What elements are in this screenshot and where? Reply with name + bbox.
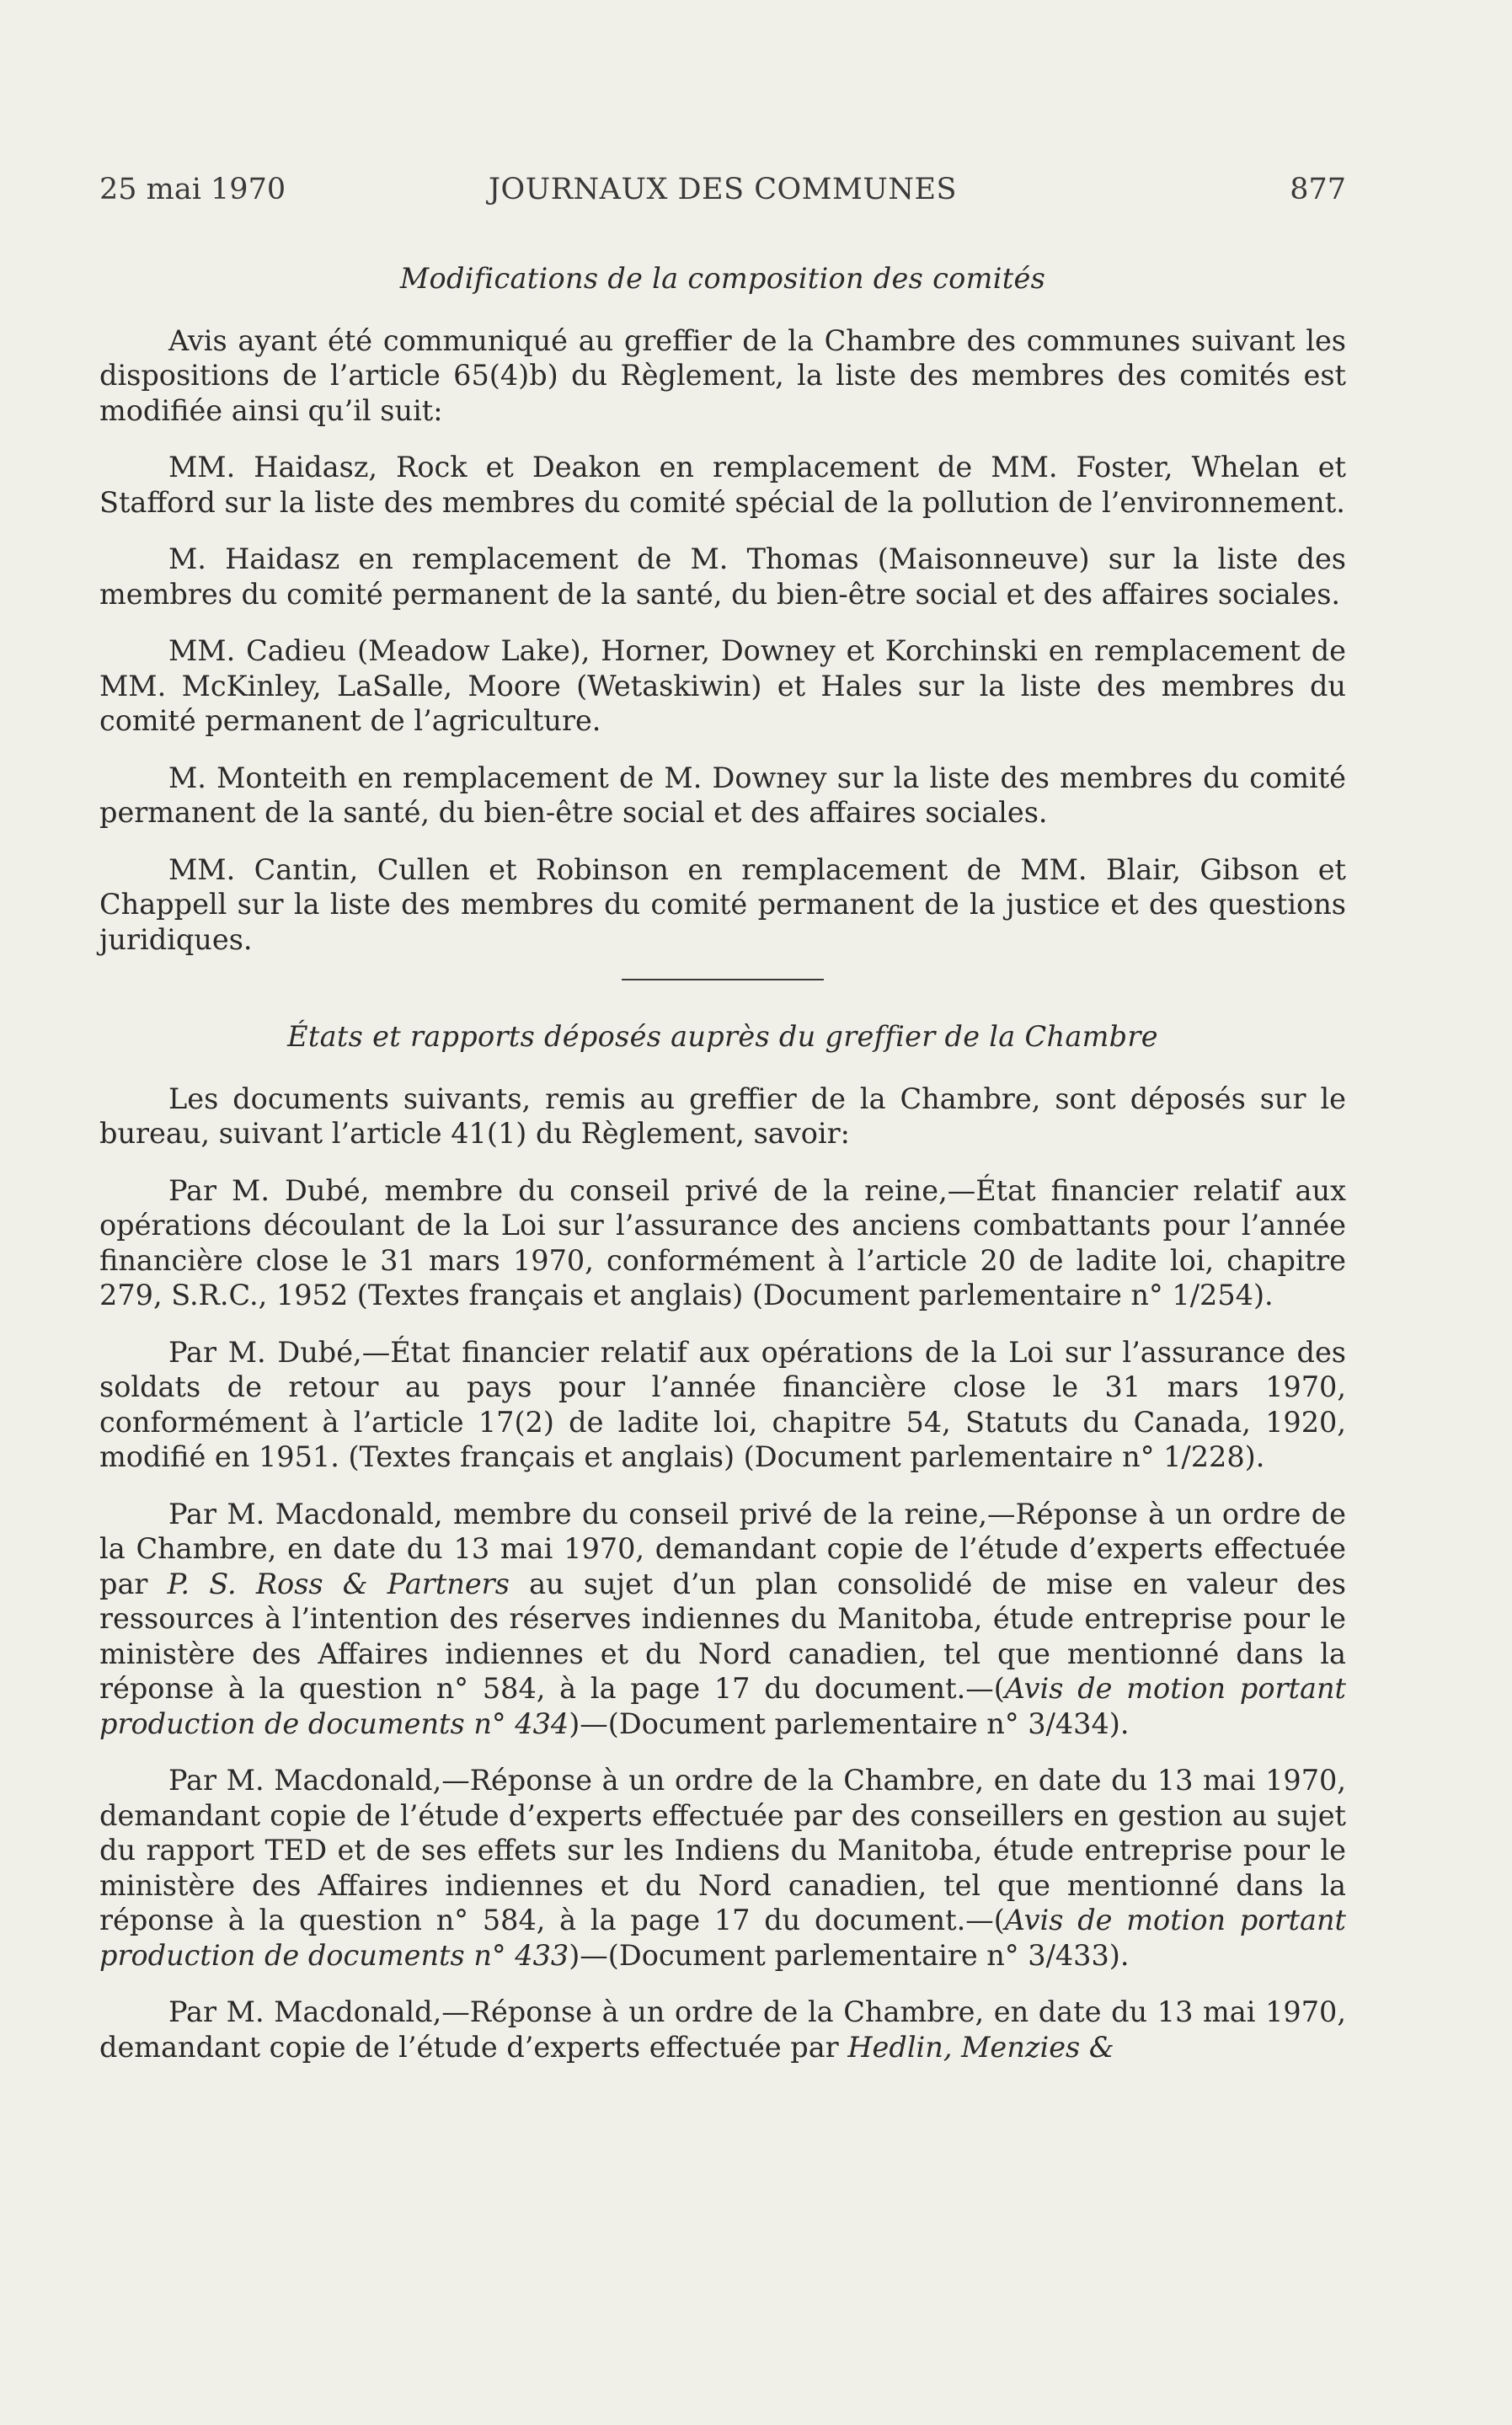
section-divider — [622, 979, 824, 980]
paragraph: MM. Cantin, Cullen et Robinson en remplacement de MM. Blair, Gibson et Chappell sur la liste des membres du comité permanent de la justice et des questions juridiques. — [99, 852, 1346, 956]
section-heading-reports: États et rapports déposés auprès du greffier de la Chambre — [287, 1020, 1158, 1053]
paragraph: M. Monteith en remplacement de M. Downey sur la liste des membres du comité permanent de la santé, du bien-être social et des affaires sociales. — [99, 761, 1346, 829]
paragraph: Par M. Dubé,—État financier relatif aux opérations de la Loi sur l’assurance des soldats de retour au pays pour l’année financière close le 31 mars 1970, conformément à l’article 17(2) de ladite loi, chapitre 54, Statuts du Canada, 1920, modifié en 1951. (Textes français et anglais) (Document parlementaire n° 1/228). — [99, 1335, 1346, 1473]
paragraph: M. Haidasz en remplacement de M. Thomas (Maisonneuve) sur la liste des membres du comité permanent de la santé, du bien-être social et des affaires sociales. — [99, 542, 1346, 611]
paragraph — [99, 1995, 1346, 2064]
running-header — [99, 168, 1346, 211]
text-run: Par M. Macdonald,—Réponse à un ordre de la Chambre, en date du 13 mai 1970, demandant copie de l’étude d’experts effectuée par des conseillers en gestion au sujet du rapport TED et de ses effets sur les Indiens du Manitoba, étude entreprise pour le ministère des Affaires indiennes et du Nord canadien, tel que mentionné dans la réponse à la question n° 584, à la page 17 du document.—( — [99, 1764, 1346, 1936]
paragraph: MM. Cadieu (Meadow Lake), Horner, Downey et Korchinski en remplacement de MM. McKinley, LaSalle, Moore (Wetaskiwin) et Hales sur la liste des membres du comité permanent de l’agriculture. — [99, 634, 1346, 737]
header-page-number: 877 — [1290, 173, 1346, 206]
text-run: au sujet d’un plan consolidé de mise en valeur des ressources à l’intention des réserves indiennes du Manitoba, étude entreprise pour le ministère des Affaires indiennes et du Nord canadien, tel que mentionné dans la réponse à la question n° 584, à la page 17 du document.—( — [99, 1567, 1346, 1705]
paragraph: MM. Haidasz, Rock et Deakon en remplacement de MM. Foster, Whelan et Stafford sur la liste des membres du comité spécial de la pollution de l’environnement. — [99, 451, 1346, 519]
paragraph — [99, 1763, 1346, 1973]
text-run: Par M. Macdonald, membre du conseil privé de la reine,—Réponse à un ordre de la Chambre, en date du 13 mai 1970, demandant copie de l’étude d’experts effectuée par — [99, 1497, 1346, 1600]
paragraph: Avis ayant été communiqué au greffier de la Chambre des communes suivant les dispositions de l’article 65(4)b) du Règlement, la liste des membres des comités est modifiée ainsi qu’il suit: — [99, 323, 1346, 427]
text-run: )—(Document parlementaire n° 3/433). — [569, 1938, 1130, 1972]
paragraph: Par M. Dubé, membre du conseil privé de la reine,—État financier relatif aux opérations découlant de la Loi sur l’assurance des anciens combattants pour l’année financière close le 31 mars 1970, conformément à l’article 20 de ladite loi, chapitre 279, S.R.C., 1952 (Textes français et anglais) (Document parlementaire n° 1/254). — [99, 1173, 1346, 1311]
italic-motion-reference: Avis de motion portant production de documents n° 433 — [99, 1904, 1346, 1972]
text-run: )—(Document parlementaire n° 3/434). — [569, 1707, 1130, 1740]
header-journal-title: JOURNAUX DES COMMUNES — [488, 173, 958, 206]
header-date: 25 mai 1970 — [99, 173, 286, 206]
section-heading-committees: Modifications de la composition des comités — [399, 262, 1046, 295]
paragraph — [99, 1497, 1346, 1742]
text-run: Par M. Macdonald,—Réponse à un ordre de la Chambre, en date du 13 mai 1970, demandant copie de l’étude d’experts effectuée par — [99, 1995, 1346, 2064]
italic-firm-name: P. S. Ross & Partners — [167, 1567, 510, 1600]
italic-motion-reference: Avis de motion portant production de documents n° 434 — [99, 1672, 1346, 1740]
italic-firm-name: Hedlin, Menzies & — [847, 2030, 1114, 2064]
paragraph: Les documents suivants, remis au greffier de la Chambre, sont déposés sur le bureau, suivant l’article 41(1) du Règlement, savoir: — [99, 1082, 1346, 1150]
page-body — [99, 261, 1346, 2086]
